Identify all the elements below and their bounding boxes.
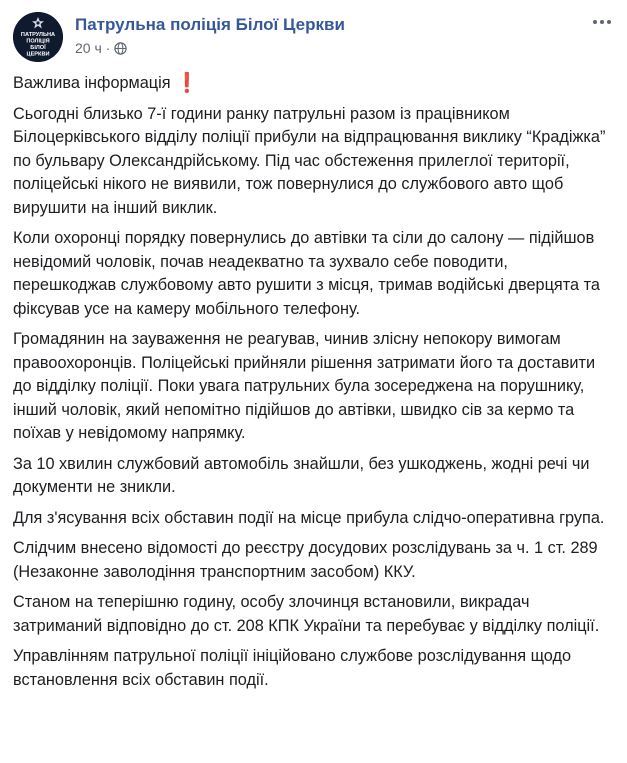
post-title-text: Важлива інформація [13, 74, 171, 92]
more-options-icon [590, 12, 614, 36]
post-timestamp[interactable]: 20 ч [75, 40, 102, 56]
post-paragraph: Коли охоронці порядку повернулись до автівки та сіли до салону — підійшов невідомий чоловік, почав неадекватно та зухвало себе поводити, перешкоджав службовому авто рушити з місця, тримав водійські дверцята та фіксував усе на камеру мобільного телефону. [13, 229, 600, 318]
police-badge-icon [13, 12, 63, 62]
red-exclamation-icon: ❗ [175, 73, 199, 94]
post-paragraph: Слідчим внесено відомості до реєстру досудових розслідувань за ч. 1 ст. 289 (Незаконне заволодіння транспортним засобом) ККУ. [13, 539, 598, 581]
more-options-button[interactable] [590, 12, 614, 36]
post-meta [75, 40, 127, 56]
post-paragraph: Для з'ясування всіх обставин події на місце прибула слідчо-оперативна група. [13, 508, 605, 527]
avatar-text-line-1: ПАТРУЛЬНА [20, 32, 56, 38]
post-title [13, 71, 613, 96]
avatar-text-line-2: ПОЛІЦІЯ [26, 38, 50, 45]
avatar-text-line-3: БІЛОЇ [30, 45, 46, 51]
post-paragraph: Сьогодні близько 7-ї години ранку патрульні разом із працівником Білоцерківського відділу поліції прибули на відпрацювання виклику “Крадіжка” по бульвару Олександрійському. Під час обстеження прилеглої території, поліцейські нікого не виявили, тож повернулися до службового авто щоб вирушити на інший виклик. [13, 104, 606, 217]
post-body [13, 71, 613, 699]
meta-separator: · [105, 40, 111, 56]
avatar[interactable] [13, 12, 63, 62]
post-paragraph: За 10 хвилин службовий автомобіль знайшли, без ушкоджень, жодні речі чи документи не зникли. [13, 454, 590, 496]
post-paragraph: Громадянин на зауваження не реагував, чинив злісну непокору вимогам правоохоронців. Поліцейські прийняли рішення затримати його та доставити до відділку поліції. Поки увага патрульних була зосереджена на порушнику, інший чоловік, який непомітно підійшов до автівки, швидко сів за кермо та поїхав у невідомому напрямку. [13, 330, 596, 442]
page-name-link[interactable]: Патрульна поліція Білої Церкви [75, 15, 345, 34]
globe-icon[interactable] [114, 42, 127, 55]
post-paragraph: Станом на теперішню годину, особу злочинця встановили, викрадач затриманий відповідно до ст. 208 КПК України та перебуває у відділку поліції. [13, 593, 600, 635]
avatar-text-line-4: ЦЕРКВИ [26, 51, 50, 58]
post-header [13, 12, 614, 62]
post-paragraph: Управлінням патрульної поліції ініційовано службове розслідування щодо встановлення всіх обставин події. [13, 647, 572, 689]
